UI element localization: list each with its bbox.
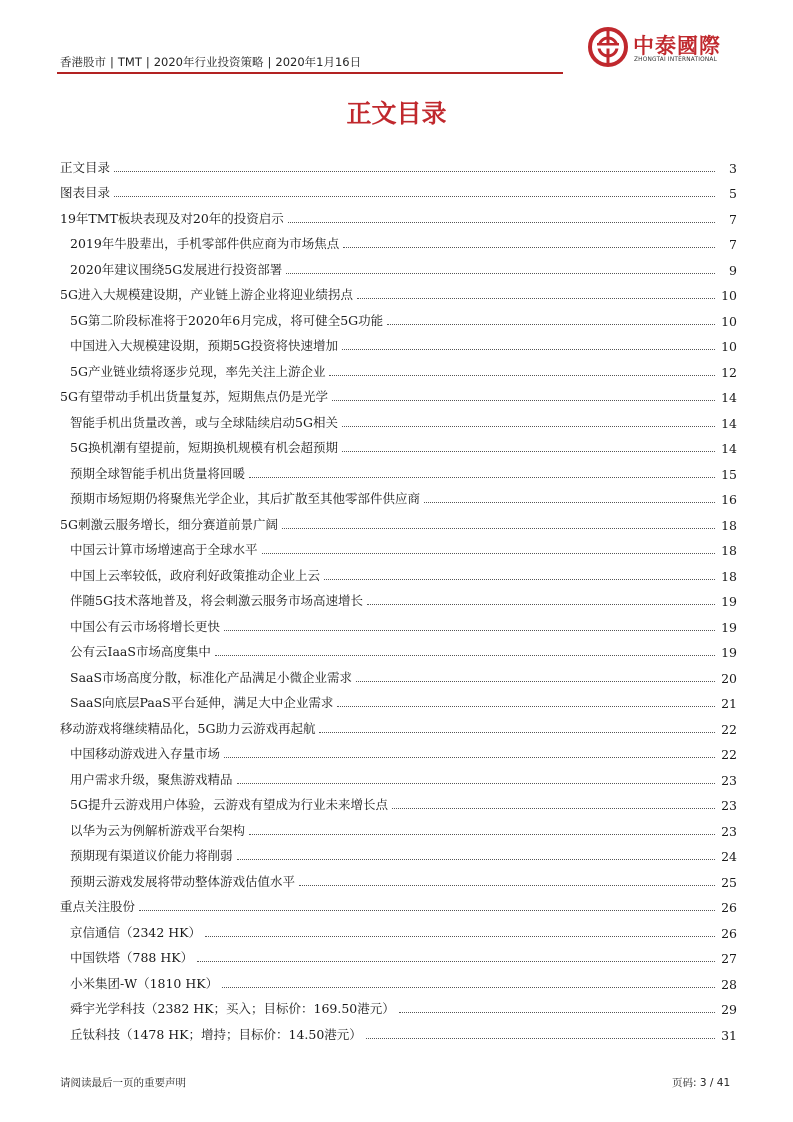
toc-entry-title: 图表目录 (60, 185, 111, 200)
toc-entry-page: 7 (729, 211, 737, 227)
toc-entry-title: 中国云计算市场增速高于全球水平 (70, 542, 258, 557)
toc-entry[interactable] (60, 303, 737, 329)
toc-entry[interactable] (60, 176, 737, 202)
toc-entry[interactable] (60, 813, 737, 839)
toc-leader-dots (224, 630, 715, 631)
toc-entry-title: 5G产业链业绩将逐步兑现，率先关注上游企业 (70, 363, 326, 379)
toc-entry[interactable] (60, 482, 737, 508)
toc-leader-dots (357, 298, 715, 299)
toc-leader-dots (249, 477, 715, 478)
toc-entry-page: 22 (721, 721, 737, 737)
header-market: 香港股市 (60, 55, 106, 69)
toc-entry-page: 5 (729, 186, 737, 201)
toc-leader-dots (215, 655, 715, 656)
toc-entry-page: 9 (729, 262, 737, 278)
toc-entry[interactable] (60, 686, 737, 712)
toc-entry-page: 12 (721, 364, 737, 380)
toc-leader-dots (399, 1012, 715, 1013)
toc-leader-dots (262, 553, 715, 554)
toc-entry-title: 5G第二阶段标准将于2020年6月完成，将可健全5G功能 (70, 312, 384, 328)
toc-leader-dots (324, 579, 715, 580)
toc-entry[interactable] (60, 966, 737, 992)
header-sector: TMT (117, 55, 142, 69)
toc-entry-title: 预期云游戏发展将带动整体游戏估值水平 (70, 873, 296, 889)
toc-entry-title: 2019年牛股辈出，手机零部件供应商为市场焦点 (70, 236, 340, 251)
toc-entry-page: 14 (721, 441, 737, 456)
toc-entry[interactable] (60, 711, 737, 737)
toc-entry-page: 10 (721, 313, 737, 329)
toc-entry-title: 5G有望带动手机出货量复苏，短期焦点仍是光学 (60, 389, 328, 404)
toc-leader-dots (288, 222, 715, 223)
toc-entry-page: 19 (721, 619, 737, 635)
header-divider (57, 72, 563, 74)
toc-leader-dots (224, 757, 715, 758)
toc-entry[interactable] (60, 201, 737, 227)
toc-entry-title: 中国上云率较低，政府利好政策推动企业上云 (70, 567, 321, 583)
toc-entry-page: 31 (721, 1027, 737, 1043)
toc-entry[interactable] (60, 278, 737, 304)
toc-entry[interactable] (60, 941, 737, 967)
toc-entry-title: 预期全球智能手机出货量将回暖 (70, 465, 246, 481)
toc-entry-page: 26 (721, 925, 737, 941)
toc-entry[interactable] (60, 380, 737, 406)
toc-entry-title: SaaS向底层PaaS平台延伸，满足大中企业需求 (70, 695, 334, 710)
toc-leader-dots (392, 808, 715, 809)
toc-leader-dots (342, 349, 715, 350)
toc-leader-dots (343, 247, 715, 248)
toc-entry-page: 14 (721, 415, 737, 431)
toc-entry[interactable] (60, 1017, 737, 1043)
toc-entry[interactable] (60, 507, 737, 533)
toc-entry[interactable] (60, 533, 737, 559)
toc-entry[interactable] (60, 915, 737, 941)
toc-entry[interactable] (60, 890, 737, 916)
toc-entry[interactable] (60, 762, 737, 788)
toc-leader-dots (319, 732, 715, 733)
toc-entry-page: 25 (721, 874, 737, 890)
toc-entry-title: 中国移动游戏进入存量市场 (70, 746, 221, 761)
toc-leader-dots (367, 604, 715, 605)
toc-entry[interactable] (60, 635, 737, 661)
toc-entry-page: 19 (721, 594, 737, 609)
toc-entry-title: 用户需求升级，聚焦游戏精品 (70, 771, 233, 787)
toc-entry-title: 中国铁塔（788 HK） (70, 950, 194, 965)
toc-leader-dots (342, 426, 715, 427)
toc-entry[interactable] (60, 992, 737, 1018)
toc-entry-page: 19 (721, 645, 737, 660)
toc-leader-dots (366, 1038, 715, 1039)
footer-disclaimer: 请阅读最后一页的重要声明 (60, 1077, 186, 1089)
toc-entry[interactable] (60, 609, 737, 635)
toc-entry-page: 18 (721, 543, 737, 558)
toc-entry-title: 5G刺激云服务增长，细分赛道前景广阔 (60, 516, 278, 532)
toc-leader-dots (237, 859, 715, 860)
toc-entry-title: 5G提升云游戏用户体验，云游戏有望成为行业未来增长点 (70, 797, 388, 812)
toc-entry[interactable] (60, 431, 737, 457)
toc-entry-title: 丘钛科技（1478 HK；增持；目标价：14.50港元） (70, 1026, 362, 1042)
toc-entry[interactable] (60, 405, 737, 431)
toc-leader-dots (337, 706, 715, 707)
toc-entry-page: 10 (721, 339, 737, 354)
toc-leader-dots (139, 910, 715, 911)
toc-entry-page: 24 (721, 849, 737, 864)
toc-entry-page: 28 (721, 976, 737, 992)
toc-entry-page: 23 (721, 798, 737, 813)
toc-entry-page: 14 (721, 390, 737, 405)
toc-entry-title: 移动游戏将继续精品化，5G助力云游戏再起航 (60, 720, 316, 736)
toc-entry-title: 预期市场短期仍将聚焦光学企业，其后扩散至其他零部件供应商 (70, 491, 421, 506)
toc-entry[interactable] (60, 737, 737, 763)
toc-entry-title: 舜宇光学科技（2382 HK；买入；目标价：169.50港元） (70, 1001, 395, 1016)
toc-entry-title: 以华为云为例解析游戏平台架构 (70, 822, 246, 838)
toc-entry[interactable] (60, 558, 737, 584)
toc-entry-title: 中国公有云市场将增长更快 (70, 618, 221, 634)
footer-page-number: 页码: 3 / 41 (672, 1077, 731, 1089)
toc-leader-dots (222, 987, 715, 988)
toc-entry-title: 5G换机潮有望提前，短期换机规模有机会超预期 (70, 440, 338, 455)
toc-leader-dots (387, 324, 715, 325)
toc-entry-title: 中国进入大规模建设期，预期5G投资将快速增加 (70, 338, 338, 353)
toc-leader-dots (197, 961, 715, 962)
toc-entry-page: 22 (721, 747, 737, 762)
toc-entry-page: 16 (721, 492, 737, 507)
toc-entry-page: 7 (729, 237, 737, 252)
toc-leader-dots (342, 451, 715, 452)
header-report: 2020年行业投资策略 (153, 55, 264, 69)
toc-leader-dots (424, 502, 715, 503)
toc-leader-dots (332, 400, 715, 401)
toc-entry[interactable] (60, 584, 737, 610)
toc-leader-dots (286, 273, 715, 274)
company-logo (588, 27, 728, 73)
toc-entry-page: 27 (721, 951, 737, 966)
toc-entry-page: 23 (721, 772, 737, 788)
logo-name-en: ZHONGTAI INTERNATIONAL (634, 57, 717, 63)
toc-leader-dots (114, 196, 715, 197)
toc-entry-page: 29 (721, 1002, 737, 1017)
toc-leader-dots (282, 528, 715, 529)
toc-entry[interactable] (60, 150, 737, 176)
toc-entry-title: 预期现有渠道议价能力将削弱 (70, 848, 233, 863)
toc-leader-dots (237, 783, 715, 784)
toc-entry-title: 小米集团-W（1810 HK） (70, 975, 219, 991)
toc-entry-title: 2020年建议围绕5G发展进行投资部署 (70, 261, 283, 277)
toc-entry[interactable] (60, 252, 737, 278)
toc-entry-title: SaaS市场高度分散，标准化产品满足小微企业需求 (70, 669, 353, 685)
toc-entry[interactable] (60, 227, 737, 253)
toc-leader-dots (114, 171, 715, 172)
toc-entry[interactable] (60, 354, 737, 380)
toc-entry[interactable] (60, 456, 737, 482)
toc-entry-page: 10 (721, 288, 737, 303)
toc-entry-title: 重点关注股份 (60, 899, 136, 914)
toc-entry-page: 15 (721, 466, 737, 482)
toc-entry-title: 正文目录 (60, 159, 111, 175)
logo-name-cn: 中泰國際 (633, 34, 721, 58)
toc-entry-page: 26 (721, 900, 737, 915)
toc-entry[interactable] (60, 788, 737, 814)
logo-mark-icon (588, 27, 628, 67)
toc-entry-page: 20 (721, 670, 737, 686)
toc-entry-title: 智能手机出货量改善，或与全球陆续启动5G相关 (70, 414, 338, 430)
toc-leader-dots (249, 834, 715, 835)
toc-leader-dots (299, 885, 715, 886)
toc-entry-page: 23 (721, 823, 737, 839)
header-date: 2020年1月16日 (275, 55, 362, 69)
toc-entry-page: 21 (721, 696, 737, 711)
toc-entry-title: 19年TMT板块表现及对20年的投资启示 (60, 210, 284, 226)
toc-entry-title: 公有云IaaS市场高度集中 (70, 644, 211, 659)
toc-entry-page: 3 (729, 160, 737, 176)
toc-leader-dots (205, 936, 715, 937)
toc-entry-page: 18 (721, 517, 737, 533)
toc-entry-title: 伴随5G技术落地普及，将会刺激云服务市场高速增长 (70, 593, 363, 608)
page-title: 正文目录 (346, 99, 447, 128)
toc-entry[interactable] (60, 864, 737, 890)
report-header: 香港股市 | TMT | 2020年行业投资策略 | 2020年1月16日 (60, 55, 362, 69)
toc-entry-page: 18 (721, 568, 737, 584)
toc-leader-dots (329, 375, 715, 376)
toc-entry-title: 5G进入大规模建设期，产业链上游企业将迎业绩拐点 (60, 287, 353, 302)
toc-entry[interactable] (60, 839, 737, 865)
toc-entry-title: 京信通信（2342 HK） (70, 924, 202, 940)
toc-leader-dots (356, 681, 715, 682)
toc-entry[interactable] (60, 660, 737, 686)
table-of-contents (60, 150, 737, 1043)
toc-entry[interactable] (60, 329, 737, 355)
